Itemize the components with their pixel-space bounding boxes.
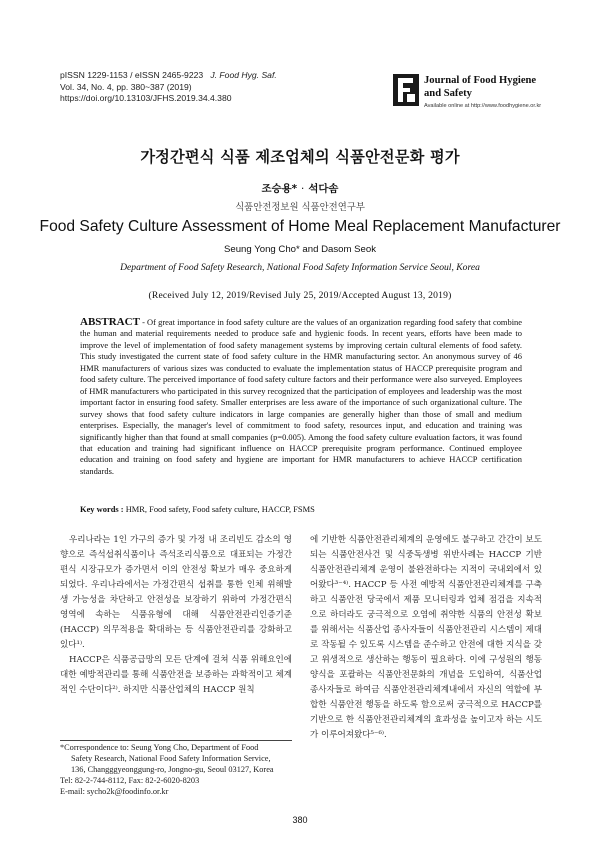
footnote-line: 136, Changggyeonggung-ro, Jongno-gu, Seoul 03127, Korea bbox=[71, 765, 274, 775]
body-paragraph: 에 기반한 식품안전관리체계의 운영에도 불구하고 간간이 보도되는 식품안전사건 및 식중독생병 위반사례는 HACCP 기반 식품안전관리체계 운영이 불완전하다는 지적이 국내외에서 있어왔다³⁻⁴⁾. HACCP 등 사전 예방적 식품안전관리체계를 구축하고 식품안전 당국에서 제품 모니터링과 업체 점검을 지속적으로 하더라도 궁극적으로 오염에 취약한 식품의 안전성 확보를 위해서는 식품산업 종사자들이 식품안전관리 시스템이 제대로 작동될 수 있도록 시스템을 준수하고 안전에 대한 지식을 갖고 위생적으로 생산하는 행동이 필요하다. 이에 구성원의 행동양식을 포괄하는 식품안전문화의 개념을 도입하여, 식품산업 종사자들로 하여금 식품안전관리체계내에서 자신의 역할에 부합한 식품안전 행동을 하도록 함으로써 궁극적으로 HACCP를 기반으로 한 식품안전관리체계의 효과성을 높이고자 하는 시도가 이루어져왔다⁵⁻⁶⁾. bbox=[310, 535, 542, 740]
korean-author-2: 석다솜 bbox=[308, 183, 339, 195]
journal-abbrev: J. Food Hyg. Saf. bbox=[210, 70, 277, 80]
english-title: Food Safety Culture Assessment of Home Meal Replacement Manufacturer bbox=[39, 218, 561, 235]
footnote-email[interactable]: E-mail: sycho2k@foodinfo.or.kr bbox=[60, 787, 169, 797]
body-paragraph: 우리나라는 1인 가구의 증가 및 가정 내 조리빈도 감소의 영향으로 즉석섭취식품이나 즉석조리식품으로 대표되는 가정간편식 시장규모가 증가면서 이의 안전성 확보가 매우 중요하게 되었다. 우리나라에서는 가정간편식 섭취를 통한 인체 위해발생 가능성을 차단하고 안전성을 보장하기 위하여 가정간편식 영역에 속하는 식품유형에 대해 식품안전관리인증기준(HACCP) 의무적용을 확대하는 등 식품안전관리를 강화하고 있다¹⁾. bbox=[60, 535, 292, 650]
keywords-text: HMR, Food safety, Food safety culture, HACCP, FSMS bbox=[125, 504, 315, 514]
english-affiliation: Department of Food Safety Research, National Food Safety Information Service Seoul, Korea bbox=[120, 262, 480, 273]
abstract-label: ABSTRACT bbox=[80, 316, 140, 328]
korean-author-1: 조승용* bbox=[261, 183, 298, 195]
korean-affiliation: 식품안전정보원 식품안전연구부 bbox=[235, 202, 365, 213]
footnote-divider bbox=[60, 740, 292, 741]
issn-text: pISSN 1229-1153 / eISSN 2465-9223 bbox=[60, 70, 204, 80]
received-dates: (Received July 12, 2019/Revised July 25, 2019/Accepted August 13, 2019) bbox=[148, 290, 452, 301]
body-column-right bbox=[310, 533, 542, 743]
issn-line bbox=[60, 70, 360, 82]
journal-logo bbox=[393, 72, 543, 112]
english-authors: Seung Yong Cho* and Dasom Seok bbox=[223, 244, 376, 255]
logo-title-line-2: and Safety bbox=[424, 87, 472, 99]
body-column-left bbox=[60, 533, 292, 698]
abstract-text: - Of great importance in food safety culture are the values of an organization regarding food safety that combine the human and material requirements needed to produce safe and hygienic foods. In recent years, efforts have been made to improve the level of implementation of food safety management systems by improving certain cultural elements of food safety. This study investigated the current state of food safety culture in the HMR manufacturing sector. An anonymous survey of 46 HMR manufacturers of various sizes was conducted to evaluate the implementation status of HACCP prerequisite program and food safety culture. The perceived importance of food safety culture factors and their performance were also surveyed. Employees of HMR manufacturers who participated in this survey recognized that the participation of employees and leadership was the most important factor in ensuring food safety. Smaller enterprises are less aware of the importance of such organizational culture. The survey shows that food safety culture indicators in large companies are generally higher than those of small and medium enterprises. Especially, the manager's level of commitment to food safety, resources input, and education and training was significantly higher than that found at small companies (p=0.005). Among the food safety culture evaluation factors, it was found that education and training had significant influence on HACCP prerequisite program performance. Continued employee education and training on food safety and hygiene are important for HMR manufacturers to achieve HACCP certification standards. bbox=[80, 317, 523, 476]
footnote-line: Tel: 82-2-744-8112, Fax: 82-2-6020-8203 bbox=[60, 776, 200, 786]
abstract bbox=[80, 317, 522, 477]
author-separator: · bbox=[301, 183, 305, 195]
journal-logo-icon bbox=[393, 74, 419, 106]
keywords-label: Key words : bbox=[80, 504, 124, 514]
footnote-line: *Correspondence to: Seung Yong Cho, Department of Food bbox=[60, 743, 259, 752]
journal-header-info bbox=[60, 70, 360, 105]
korean-title: 가정간편식 식품 제조업체의 식품안전문화 평가 bbox=[140, 148, 460, 166]
doi-link[interactable]: https://doi.org/10.13103/JFHS.2019.34.4.380 bbox=[60, 93, 232, 103]
logo-title-line-1: Journal of Food Hygiene bbox=[424, 75, 537, 86]
korean-authors bbox=[0, 180, 600, 195]
logo-title bbox=[424, 75, 536, 100]
keywords bbox=[80, 504, 522, 514]
logo-url[interactable]: Available online at http://www.foodhygiene.or.kr bbox=[424, 103, 542, 109]
correspondence-footnote bbox=[60, 742, 292, 797]
body-paragraph: HACCP은 식품공급망의 모든 단계에 걸쳐 식품 위해요인에 대한 예방적관리를 통해 식품안전을 보증하는 과학적이고 체계적인 수단이다²⁾. 하지만 식품산업체의 HACCP 원칙 bbox=[60, 655, 292, 695]
page-number: 380 bbox=[292, 815, 308, 825]
volume-line: Vol. 34, No. 4, pp. 380~387 (2019) bbox=[60, 81, 192, 92]
footnote-line: Safety Research, National Food Safety Information Service, bbox=[71, 754, 271, 764]
